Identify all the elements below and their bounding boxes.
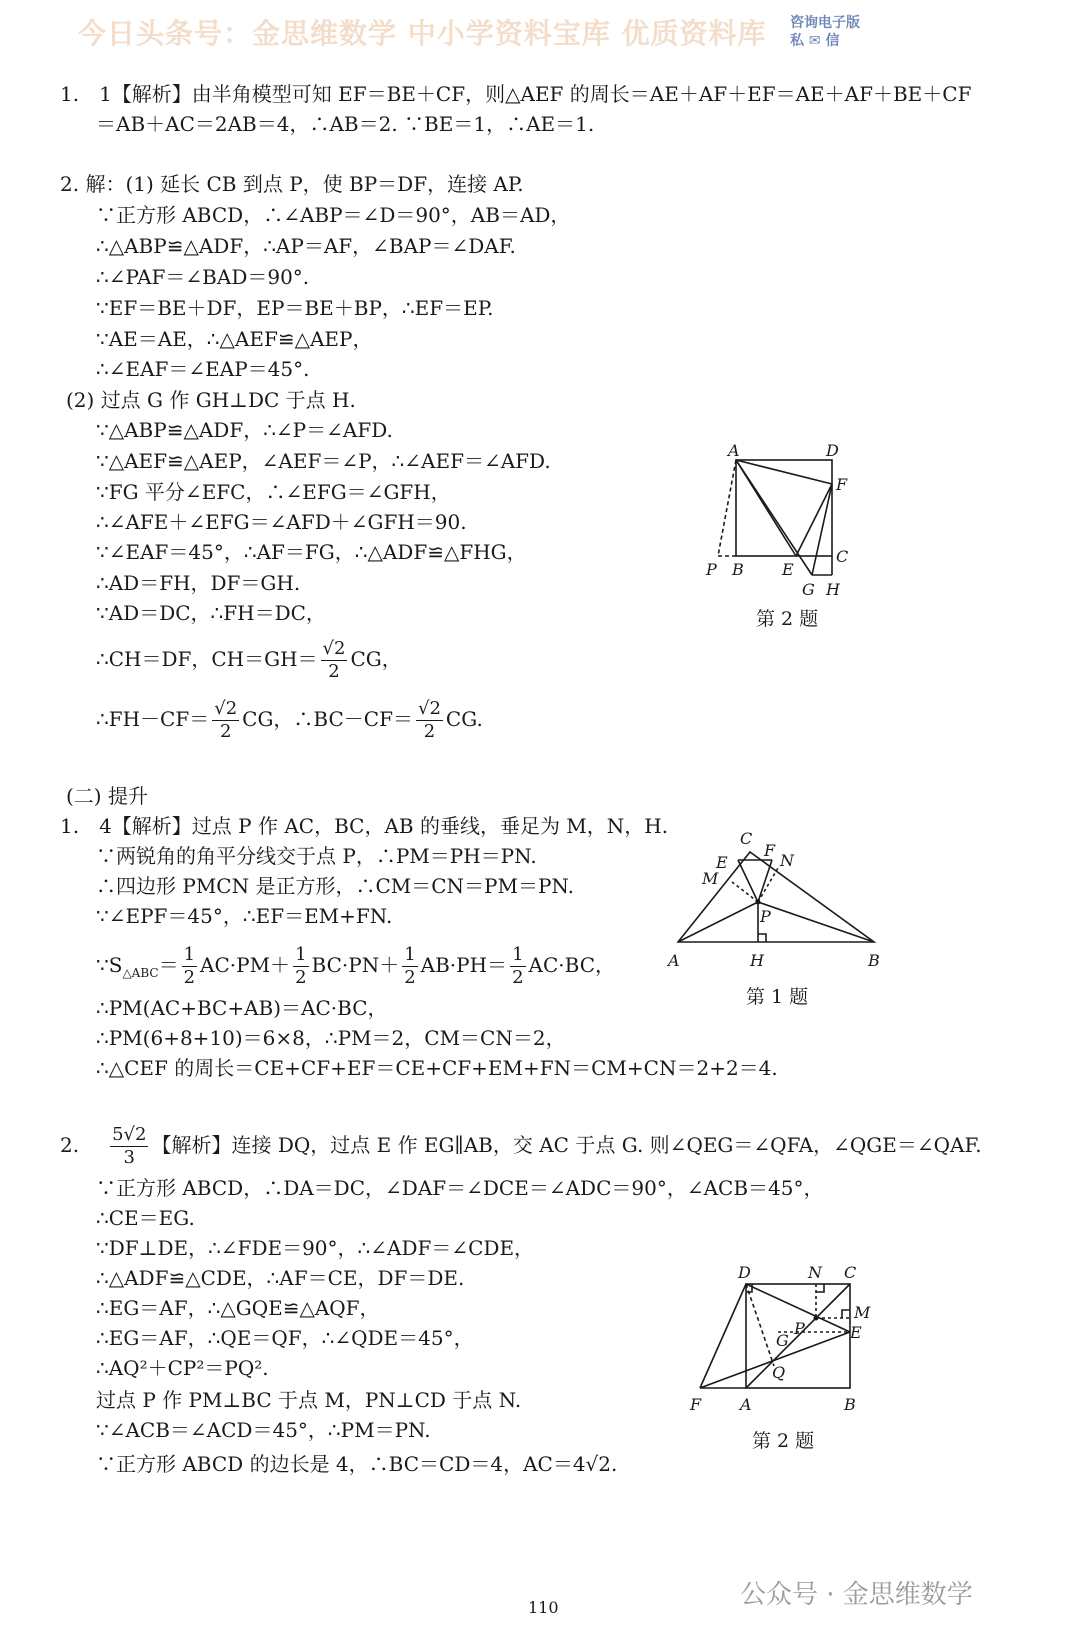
text-line: ∴△ABP≌△ADF，∴AP＝AF，∠BAP＝∠DAF. [96,234,516,258]
fraction: $\frac{√2}{2}$ [418,698,441,742]
point-label: D [738,1263,751,1282]
formula-text: CG，∴BC－CF＝ [242,707,413,731]
fraction: $\frac{√2}{2}$ [214,698,238,742]
footer-watermark: 公众号 · 金思维数学 [740,1580,973,1610]
formula-line [96,638,402,683]
formula-text: CG， [350,647,402,671]
point-label: D [826,441,839,460]
figure-caption: 第 1 题 [746,986,809,1008]
text-line: ∴∠PAF＝∠BAD＝90°. [96,265,310,289]
text-line: ∴PM(AC+BC+AB)＝AC·BC， [96,996,388,1020]
point-label: P [794,1319,805,1338]
point-label: B [868,951,880,970]
point-label: B [844,1395,856,1414]
point-label: N [780,851,794,870]
text-line: ＝AB＋AC＝2AB＝4，∴AB＝2. ∵BE＝1，∴AE＝1. [96,112,595,136]
text-line: ∵正方形 ABCD，∴DA＝DC，∠DAF＝∠DCE＝∠ADC＝90°，∠ACB＝45°， [96,1176,824,1200]
text-line: ∴∠EAF＝∠EAP＝45°. [96,357,310,381]
point-label: A [668,951,680,970]
text-line: ∴PM(6+8+10)＝6×8，∴PM＝2，CM＝CN＝2， [96,1026,566,1050]
point-label: M [854,1303,871,1322]
text-line: ∵△AEF≌△AEP，∠AEF＝∠P，∴∠AEF＝∠AFD. [96,449,551,473]
text-line: ∴CE＝EG. [96,1206,195,1230]
text-line: ∴AQ²＋CP²＝PQ². [96,1356,269,1380]
formula-line: 2. $\frac{5√2}{3}$ 【解析】连接 DQ，过点 E 作 EG∥AB，交 AC 于点 G. 则∠QEG＝∠QFA，∠QGE＝∠QAF. [60,1124,982,1168]
point-label: G [776,1331,789,1350]
point-label: F [836,475,848,494]
text-line: ∴AD＝FH，DF＝GH. [96,571,301,595]
point-label: P [760,907,771,926]
figure-square-1 [700,440,860,605]
badge-line1: 咨询电子版 [790,15,860,31]
point-label: P [706,560,717,579]
text-line: 1. 1【解析】由半角模型可知 EF＝BE＋CF，则△AEF 的周长＝AE＋AF＋EF＝AE＋AF＋BE＋CF [60,82,972,106]
figure-caption: 第 2 题 [756,608,819,630]
text-line: 2. 解：(1) 延长 CB 到点 P，使 BP＝DF，连接 AP. [60,172,524,196]
figure-triangle [660,830,890,980]
text-line: ∴EG＝AF，∴QE＝QF，∴∠QDE＝45°， [96,1326,474,1350]
text-line: ∴△CEF 的周长＝CE+CF+EF＝CE+CF+EM+FN＝CM+CN＝2+2＝4. [96,1056,778,1080]
text-line: ∵DF⊥DE，∴∠FDE＝90°，∴∠ADF＝∠CDE， [96,1236,535,1260]
formula-text: ∴FH－CF＝ [96,707,210,731]
text-line: ∴∠AFE＋∠EFG＝∠AFD＋∠GFH＝90. [96,510,467,534]
point-label: C [740,830,753,848]
point-label: G [802,580,815,599]
text-line: ∴EG＝AF，∴△GQE≌△AQF， [96,1296,380,1320]
text-line: ∵△ABP≌△ADF，∴∠P＝∠AFD. [96,418,393,442]
formula-text: CG. [445,707,483,731]
point-label: A [740,1395,752,1414]
point-label: H [750,951,764,970]
text-line: 1. 4【解析】过点 P 作 AC，BC，AB 的垂线，垂足为 M，N，H. [60,814,669,838]
text-line: ∵正方形 ABCD，∴∠ABP＝∠D＝90°，AB＝AD， [96,203,571,227]
point-label: C [844,1263,857,1282]
formula-line [96,698,483,743]
figure-caption: 第 2 题 [752,1430,815,1452]
text-line: ∵AD＝DC，∴FH＝DC， [96,601,326,625]
text-line: ∵两锐角的角平分线交于点 P，∴PM＝PH＝PN. [96,844,537,868]
text-line: ∵正方形 ABCD 的边长是 4，∴BC＝CD＝4，AC＝4√2. [96,1452,618,1476]
text-line: ∵AE＝AE，∴△AEF≌△AEP， [96,327,373,351]
point-label: E [850,1323,862,1342]
formula-line: $\because S_{\triangle ABC}=$ $\frac{1}{2}$ AC·PM＋ $\frac{1}{2}$ BC·PN＋ $\frac{1}{2}$ AB·PH＝ $\frac{1}{2}$ AC·BC， [96,944,615,988]
text-line: ∴四边形 PMCN 是正方形，∴CM＝CN＝PM＝PN. [96,874,575,898]
text-line: ∵∠EPF＝45°，∴EF＝EM+FN. [96,904,393,928]
text-line: ∵∠ACB＝∠ACD＝45°，∴PM＝PN. [96,1418,431,1442]
point-label: N [808,1263,822,1282]
contact-badge [790,14,860,50]
text-line: ∵∠EAF＝45°，∴AF＝FG，∴△ADF≌△FHG， [96,540,527,564]
header-watermark: 今日头条号：金思维数学 中小学资料宝库 优质资料库 [78,17,767,50]
badge-line2: 私 ✉ 信 [790,33,840,49]
point-label: F [690,1395,702,1414]
text-line: (2) 过点 G 作 GH⊥DC 于点 H. [66,388,356,412]
point-label: F [764,841,776,860]
text-line: ∵FG 平分∠EFC，∴∠EFG＝∠GFH， [96,480,451,504]
point-label: A [728,441,740,460]
page-number: 110 [528,1598,559,1617]
text-line: ∵EF＝BE＋DF，EP＝BE＋BP，∴EF＝EP. [96,296,494,320]
point-label: B [732,560,744,579]
point-label: Q [772,1363,786,1382]
section-heading: (二) 提升 [66,784,148,808]
figure-square-2 [686,1262,886,1422]
point-label: M [702,869,719,888]
formula-text: ∴CH＝DF，CH＝GH＝ [96,647,318,671]
fraction: $\frac{√2}{2}$ [322,638,346,682]
point-label: C [836,547,849,566]
text-line: 过点 P 作 PM⊥BC 于点 M，PN⊥CD 于点 N. [96,1388,522,1412]
point-label: H [826,580,840,599]
point-label: E [716,853,728,872]
text-line: ∴△ADF≌△CDE，∴AF＝CE，DF＝DE. [96,1266,465,1290]
point-label: E [782,560,794,579]
